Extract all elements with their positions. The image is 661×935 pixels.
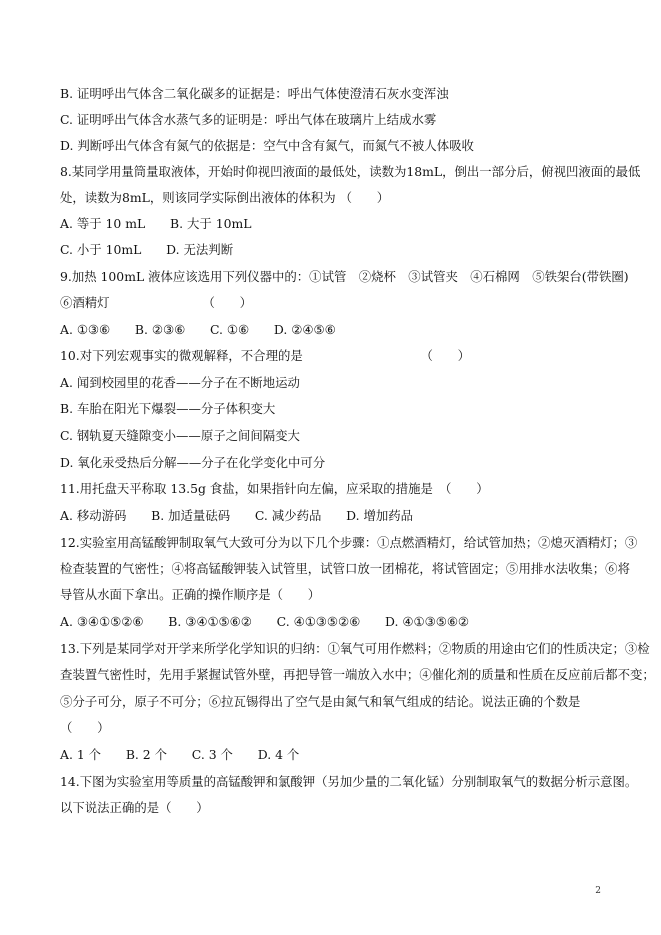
- q13-stem-line1: 13.下列是某同学对开学来所学化学知识的归纳：①氧气可用作燃料；②物质的用途由它们的性质决定；③检: [60, 641, 650, 656]
- q11-options: A. 移动游码 B. 加适量砝码 C. 减少药品 D. 增加药品: [60, 508, 414, 523]
- q8-options-cd: C. 小于 10mL D. 无法判断: [60, 242, 234, 257]
- q7-option-b: B. 证明呼出气体含二氧化碳多的证据是：呼出气体使澄清石灰水变浑浊: [60, 86, 449, 101]
- q12-options: A. ③④①⑤②⑥ B. ③④①⑤⑥② C. ④①③⑤②⑥ D. ④①③⑤⑥②: [60, 614, 470, 629]
- q10-option-a: A. 闻到校园里的花香——分子在不断地运动: [60, 375, 300, 390]
- q7-option-c: C. 证明呼出气体含水蒸气多的证明是：呼出气体在玻璃片上结成水雾: [60, 112, 437, 127]
- q13-stem-line4: （ ）: [60, 720, 110, 735]
- q9-options: A. ①③⑥ B. ②③⑥ C. ①⑥ D. ②④⑤⑥: [60, 322, 336, 337]
- q7-option-d: D. 判断呼出气体含有氮气的依据是：空气中含有氮气，而氮气不被人体吸收: [60, 138, 474, 153]
- q12-stem-line1: 12.实验室用高锰酸钾制取氧气大致可分为以下几个步骤：①点燃酒精灯，给试管加热；②熄灭酒精灯；③: [60, 535, 638, 550]
- q12-stem-line2: 检查装置的气密性；④将高锰酸钾装入试管里，试管口放一团棉花，将试管固定；⑤用排水法收集；⑥将: [60, 561, 630, 576]
- q10-option-c: C. 钢轨夏天缝隙变小——原子之间间隔变大: [60, 428, 300, 443]
- q14-stem-line1: 14.下图为实验室用等质量的高锰酸钾和氯酸钾（另加少量的二氧化锰）分别制取氧气的数据分析示意图。: [60, 774, 638, 789]
- q12-stem-line3: 导管从水面下拿出。正确的操作顺序是（ ）: [60, 587, 321, 602]
- q14-stem-line2: 以下说法正确的是（ ）: [60, 800, 209, 815]
- q8-options-ab: A. 等于 10 mL B. 大于 10mL: [60, 216, 252, 231]
- q10-option-d: D. 氧化汞受热后分解——分子在化学变化中可分: [60, 455, 326, 470]
- q13-options: A. 1 个 B. 2 个 C. 3 个 D. 4 个: [60, 747, 300, 762]
- q9-stem-line2: ⑥酒精灯 （ ）: [60, 295, 253, 310]
- q13-stem-line3: ⑤分子可分，原子不可分；⑥拉瓦锡得出了空气是由氮气和氧气组成的结论。说法正确的个数是: [60, 694, 581, 709]
- q9-stem-line1: 9.加热 100mL 液体应该选用下列仪器中的：①试管 ②烧杯 ③试管夹 ④石棉网 ⑤铁架台(带铁圈): [60, 269, 629, 284]
- page-number: 2: [595, 886, 601, 896]
- q10-option-b: B. 车胎在阳光下爆裂——分子体积变大: [60, 401, 276, 416]
- q11-stem: 11.用托盘天平称取 13.5g 食盐，如果指针向左偏，应采取的措施是 （ ）: [60, 481, 489, 496]
- q8-stem-line1: 8.某同学用量筒量取液体，开始时仰视凹液面的最低处，读数为18mL，倒出一部分后，俯视凹液面的最低: [60, 164, 641, 179]
- q10-stem: 10.对下列宏观事实的微观解释，不合理的是 （ ）: [60, 348, 471, 363]
- q13-stem-line2: 查装置气密性时，先用手紧握试管外壁，再把导管一端放入水中；④催化剂的质量和性质在反应前后都不变；: [60, 667, 655, 682]
- q8-stem-line2: 处，读数为8mL，则该同学实际倒出液体的体积为 （ ）: [60, 190, 390, 205]
